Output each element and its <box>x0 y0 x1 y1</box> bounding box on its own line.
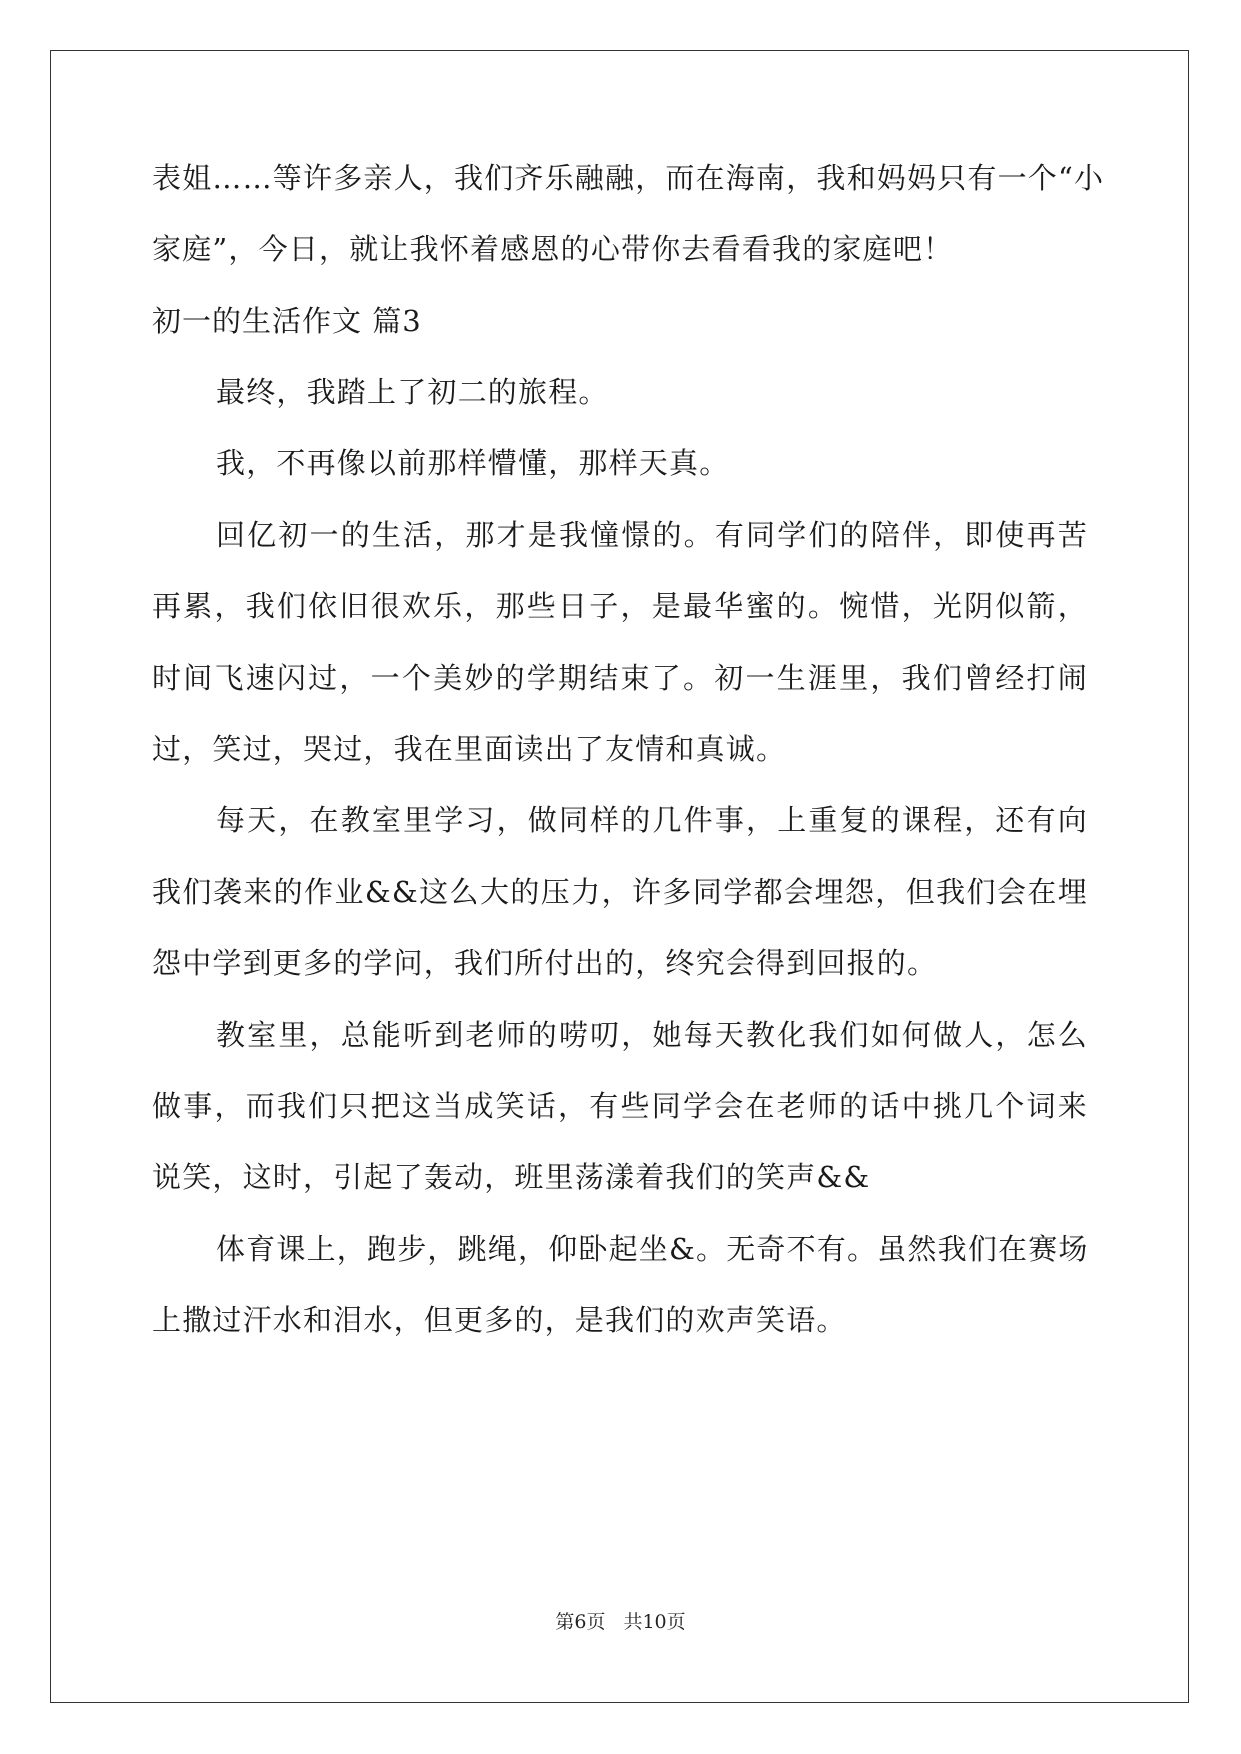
page-number: 第6页 <box>555 1611 606 1633</box>
section-heading: 初一的生活作文 篇3 <box>152 304 422 338</box>
paragraph-line: 再累，我们依旧很欢乐，那些日子，是最华蜜的。惋惜，光阴似箭， <box>152 589 1088 623</box>
paragraph-line: 上撒过汗水和泪水，但更多的，是我们的欢声笑语。 <box>152 1303 847 1337</box>
page-total: 共10页 <box>623 1611 686 1633</box>
text-line: 表姐……等许多亲人，我们齐乐融融，而在海南，我和妈妈只有一个“小 <box>152 161 1105 195</box>
paragraph-line: 时间飞速闪过，一个美妙的学期结束了。初一生涯里，我们曾经打闹 <box>152 661 1088 695</box>
page-footer <box>0 1610 1241 1634</box>
paragraph-line: 做事，而我们只把这当成笑话，有些同学会在老师的话中挑几个词来 <box>152 1089 1088 1123</box>
paragraph-line: 怨中学到更多的学问，我们所付出的，终究会得到回报的。 <box>152 946 938 980</box>
paragraph-line: 教室里，总能听到老师的唠叨，她每天教化我们如何做人，怎么 <box>216 1018 1088 1052</box>
paragraph-line: 我，不再像以前那样懵懂，那样天真。 <box>216 446 730 480</box>
paragraph-line: 说笑，这时，引起了轰动，班里荡漾着我们的笑声&& <box>152 1160 871 1194</box>
paragraph-line: 我们袭来的作业&&这么大的压力，许多同学都会埋怨，但我们会在埋 <box>152 875 1088 909</box>
paragraph-line: 过，笑过，哭过，我在里面读出了友情和真诚。 <box>152 732 787 766</box>
text-line: 家庭”，今日，就让我怀着感恩的心带你去看看我的家庭吧！ <box>152 232 954 266</box>
paragraph-line: 最终，我踏上了初二的旅程。 <box>216 375 609 409</box>
paragraph-line: 体育课上，跑步，跳绳，仰卧起坐&。无奇不有。虽然我们在赛场 <box>216 1232 1089 1266</box>
paragraph-line: 每天，在教室里学习，做同样的几件事，上重复的课程，还有向 <box>216 803 1088 837</box>
paragraph-line: 回亿初一的生活，那才是我憧憬的。有同学们的陪伴，即使再苦 <box>216 518 1088 552</box>
